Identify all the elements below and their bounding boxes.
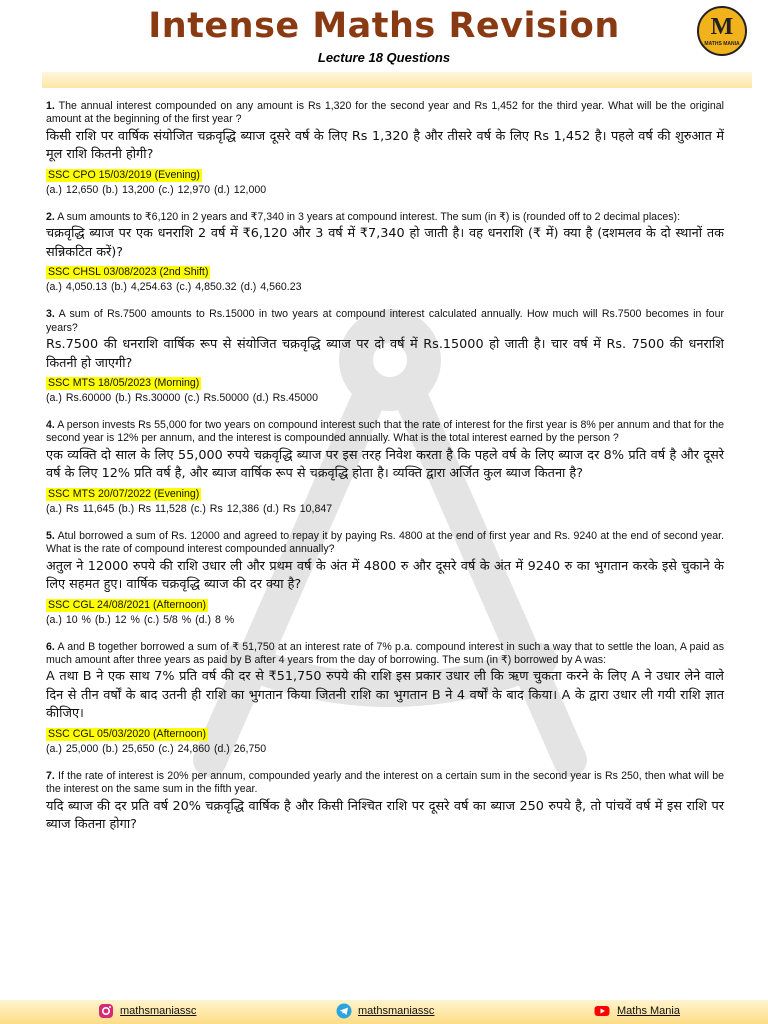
question-options: (a.) 25,000 (b.) 25,650 (c.) 24,860 (d.) 26,750 — [46, 742, 267, 755]
question-hindi: Rs.7500 की धनराशि वार्षिक रूप से संयोजित चक्रवृद्धि ब्याज पर दो वर्ष में Rs.15000 हो जाती है। चार वर्ष में Rs. 7500 की धनराशि कितनी हो जाएगी? — [46, 337, 724, 371]
question-hindi: A तथा B ने एक साथ 7% प्रति वर्ष की दर से ₹51,750 रुपये की राशि इस प्रकार उधार ली कि ऋण चुकता करने के लिए A ने उधार लेने वाले दिन से तीन वर्षों के बाद उतनी ही राशि का भुगतान किया जितनी राशि का भुगतान B ने 4 वर्षों के बाद किया। A के द्वारा उधार ली गयी राशि ज्ञात कीजिए। — [46, 669, 724, 722]
question-options: (a.) Rs 11,645 (b.) Rs 11,528 (c.) Rs 12,386 (d.) Rs 10,847 — [46, 502, 333, 515]
question-item — [46, 419, 724, 517]
question-options: (a.) 12,650 (b.) 13,200 (c.) 12,970 (d.) 12,000 — [46, 183, 267, 196]
question-list — [46, 100, 724, 848]
telegram-link[interactable]: mathsmaniassc — [358, 1005, 435, 1017]
question-number: 2. — [46, 210, 55, 223]
logo-letter: M — [710, 14, 734, 40]
page-footer — [0, 1000, 768, 1024]
question-options: (a.) 10 % (b.) 12 % (c.) 5/8 % (d.) 8 % — [46, 613, 235, 626]
question-number: 5. — [46, 529, 55, 542]
exam-source-highlight: SSC CHSL 03/08/2023 (2nd Shift) — [48, 266, 209, 279]
logo-caption: MATHS MANIA — [704, 41, 740, 47]
question-options: (a.) Rs.60000 (b.) Rs.30000 (c.) Rs.50000 (d.) Rs.45000 — [46, 392, 318, 405]
instagram-icon — [98, 1003, 114, 1019]
question-item — [46, 770, 724, 835]
exam-source-highlight: SSC CPO 15/03/2019 (Evening) — [48, 168, 200, 181]
exam-source-highlight: SSC CGL 24/08/2021 (Afternoon) — [48, 598, 207, 611]
question-number: 1. — [46, 100, 55, 112]
question-english: A sum of Rs.7500 amounts to Rs.15000 in two years at compound interest calculated annually. How much will Rs.7500 becomes in four years? — [46, 308, 724, 334]
question-number: 6. — [46, 640, 55, 653]
question-english: A sum amounts to ₹6,120 in 2 years and ₹7,340 in 3 years at compound interest. The sum (in ₹) is (rounded off to 2 decimal places): — [57, 210, 681, 223]
telegram-icon — [336, 1003, 352, 1019]
question-english: A person invests Rs 55,000 for two years on compound interest such that the rate of interest for the first year is 8% per annum and that for the second year is 12% per annum, and the interest is compounded annually. What is the total interest earned by the person ? — [46, 419, 725, 445]
header-divider-bar — [42, 72, 752, 88]
maths-mania-logo — [697, 6, 747, 56]
question-hindi: यदि ब्याज की दर प्रति वर्ष 20% चक्रवृद्धि वार्षिक है और किसी निश्चित राशि पर दूसरे वर्ष का ब्याज 250 रुपये है, तो पांचवें वर्ष में इस राशि पर ब्याज कितना होगा? — [46, 798, 724, 833]
question-item — [46, 211, 724, 295]
question-english: A and B together borrowed a sum of ₹ 51,750 at an interest rate of 7% p.a. compound interest in such a way that to settle the loan, A paid as much amount after three years as paid by B after 4 years from the day of borrowing. The sum (in ₹) borrowed by A was: — [46, 640, 724, 667]
exam-source-highlight: SSC MTS 20/07/2022 (Evening) — [48, 487, 200, 500]
question-number: 7. — [46, 769, 55, 782]
exam-source-highlight: SSC CGL 05/03/2020 (Afternoon) — [48, 727, 207, 740]
question-english: If the rate of interest is 20% per annum, compounded yearly and the interest on a certain sum in the second year is Rs 250, then what will be the interest on the same sum in the fifth year. — [46, 769, 724, 796]
question-english: Atul borrowed a sum of Rs. 12000 and agreed to repay it by paying Rs. 4800 at the end of first year and Rs. 9240 at the end of second year. What is the rate of compound interest compounded annually? — [46, 529, 725, 556]
question-hindi: एक व्यक्ति दो साल के लिए 55,000 रुपये चक्रवृद्धि ब्याज पर इस तरह निवेश करता है कि पहले वर्ष के लिए ब्याज दर 8% प्रति वर्ष है और दूसरे वर्ष के लिए 12% प्रति वर्ष है, और ब्याज वार्षिक रूप से चक्रवृद्धि होता है। व्यक्ति द्वारा अर्जित कुल ब्याज कितना है? — [46, 447, 724, 482]
page-header — [0, 0, 768, 80]
page-title: Intense Maths Revision — [148, 6, 620, 46]
question-hindi: चक्रवृद्धि ब्याज पर एक धनराशि 2 वर्ष में ₹6,120 और 3 वर्ष में ₹7,340 हो जाती है। वह धनराशि (₹ में) क्या है (दशमलव के दो स्थानों तक सन्निकटित करें)? — [46, 226, 724, 260]
exam-source-highlight: SSC MTS 18/05/2023 (Morning) — [48, 377, 200, 390]
question-hindi: अतुल ने 12000 रुपये की राशि उधार ली और प्रथम वर्ष के अंत में 4800 रु और दूसरे वर्ष के अंत में 9240 रु का भुगतान करके इसे चुकाने के लिए सहमत हुए। वार्षिक चक्रवृद्धि ब्याज की दर क्या है? — [46, 558, 724, 593]
page-subtitle: Lecture 18 Questions — [317, 50, 451, 65]
question-number: 4. — [46, 419, 55, 432]
question-item — [46, 530, 724, 628]
instagram-link[interactable]: mathsmaniassc — [120, 1005, 197, 1017]
youtube-icon — [594, 1003, 610, 1019]
question-item — [46, 308, 724, 406]
youtube-link[interactable]: Maths Mania — [617, 1005, 680, 1017]
question-options: (a.) 4,050.13 (b.) 4,254.63 (c.) 4,850.32 (d.) 4,560.23 — [46, 281, 302, 294]
question-english: The annual interest compounded on any amount is Rs 1,320 for the second year and Rs 1,452 for the third year. What will be the original amount at the beginning of the first year ? — [46, 100, 724, 126]
question-item — [46, 100, 724, 198]
question-number: 3. — [46, 308, 55, 321]
question-item — [46, 641, 724, 757]
question-hindi: किसी राशि पर वार्षिक संयोजित चक्रवृद्धि ब्याज दूसरे वर्ष के लिए Rs 1,320 है और तीसरे वर्ष के लिए Rs 1,452 है। पहले वर्ष की शुरुआत में मूल राशि कितनी होगी? — [46, 128, 724, 163]
